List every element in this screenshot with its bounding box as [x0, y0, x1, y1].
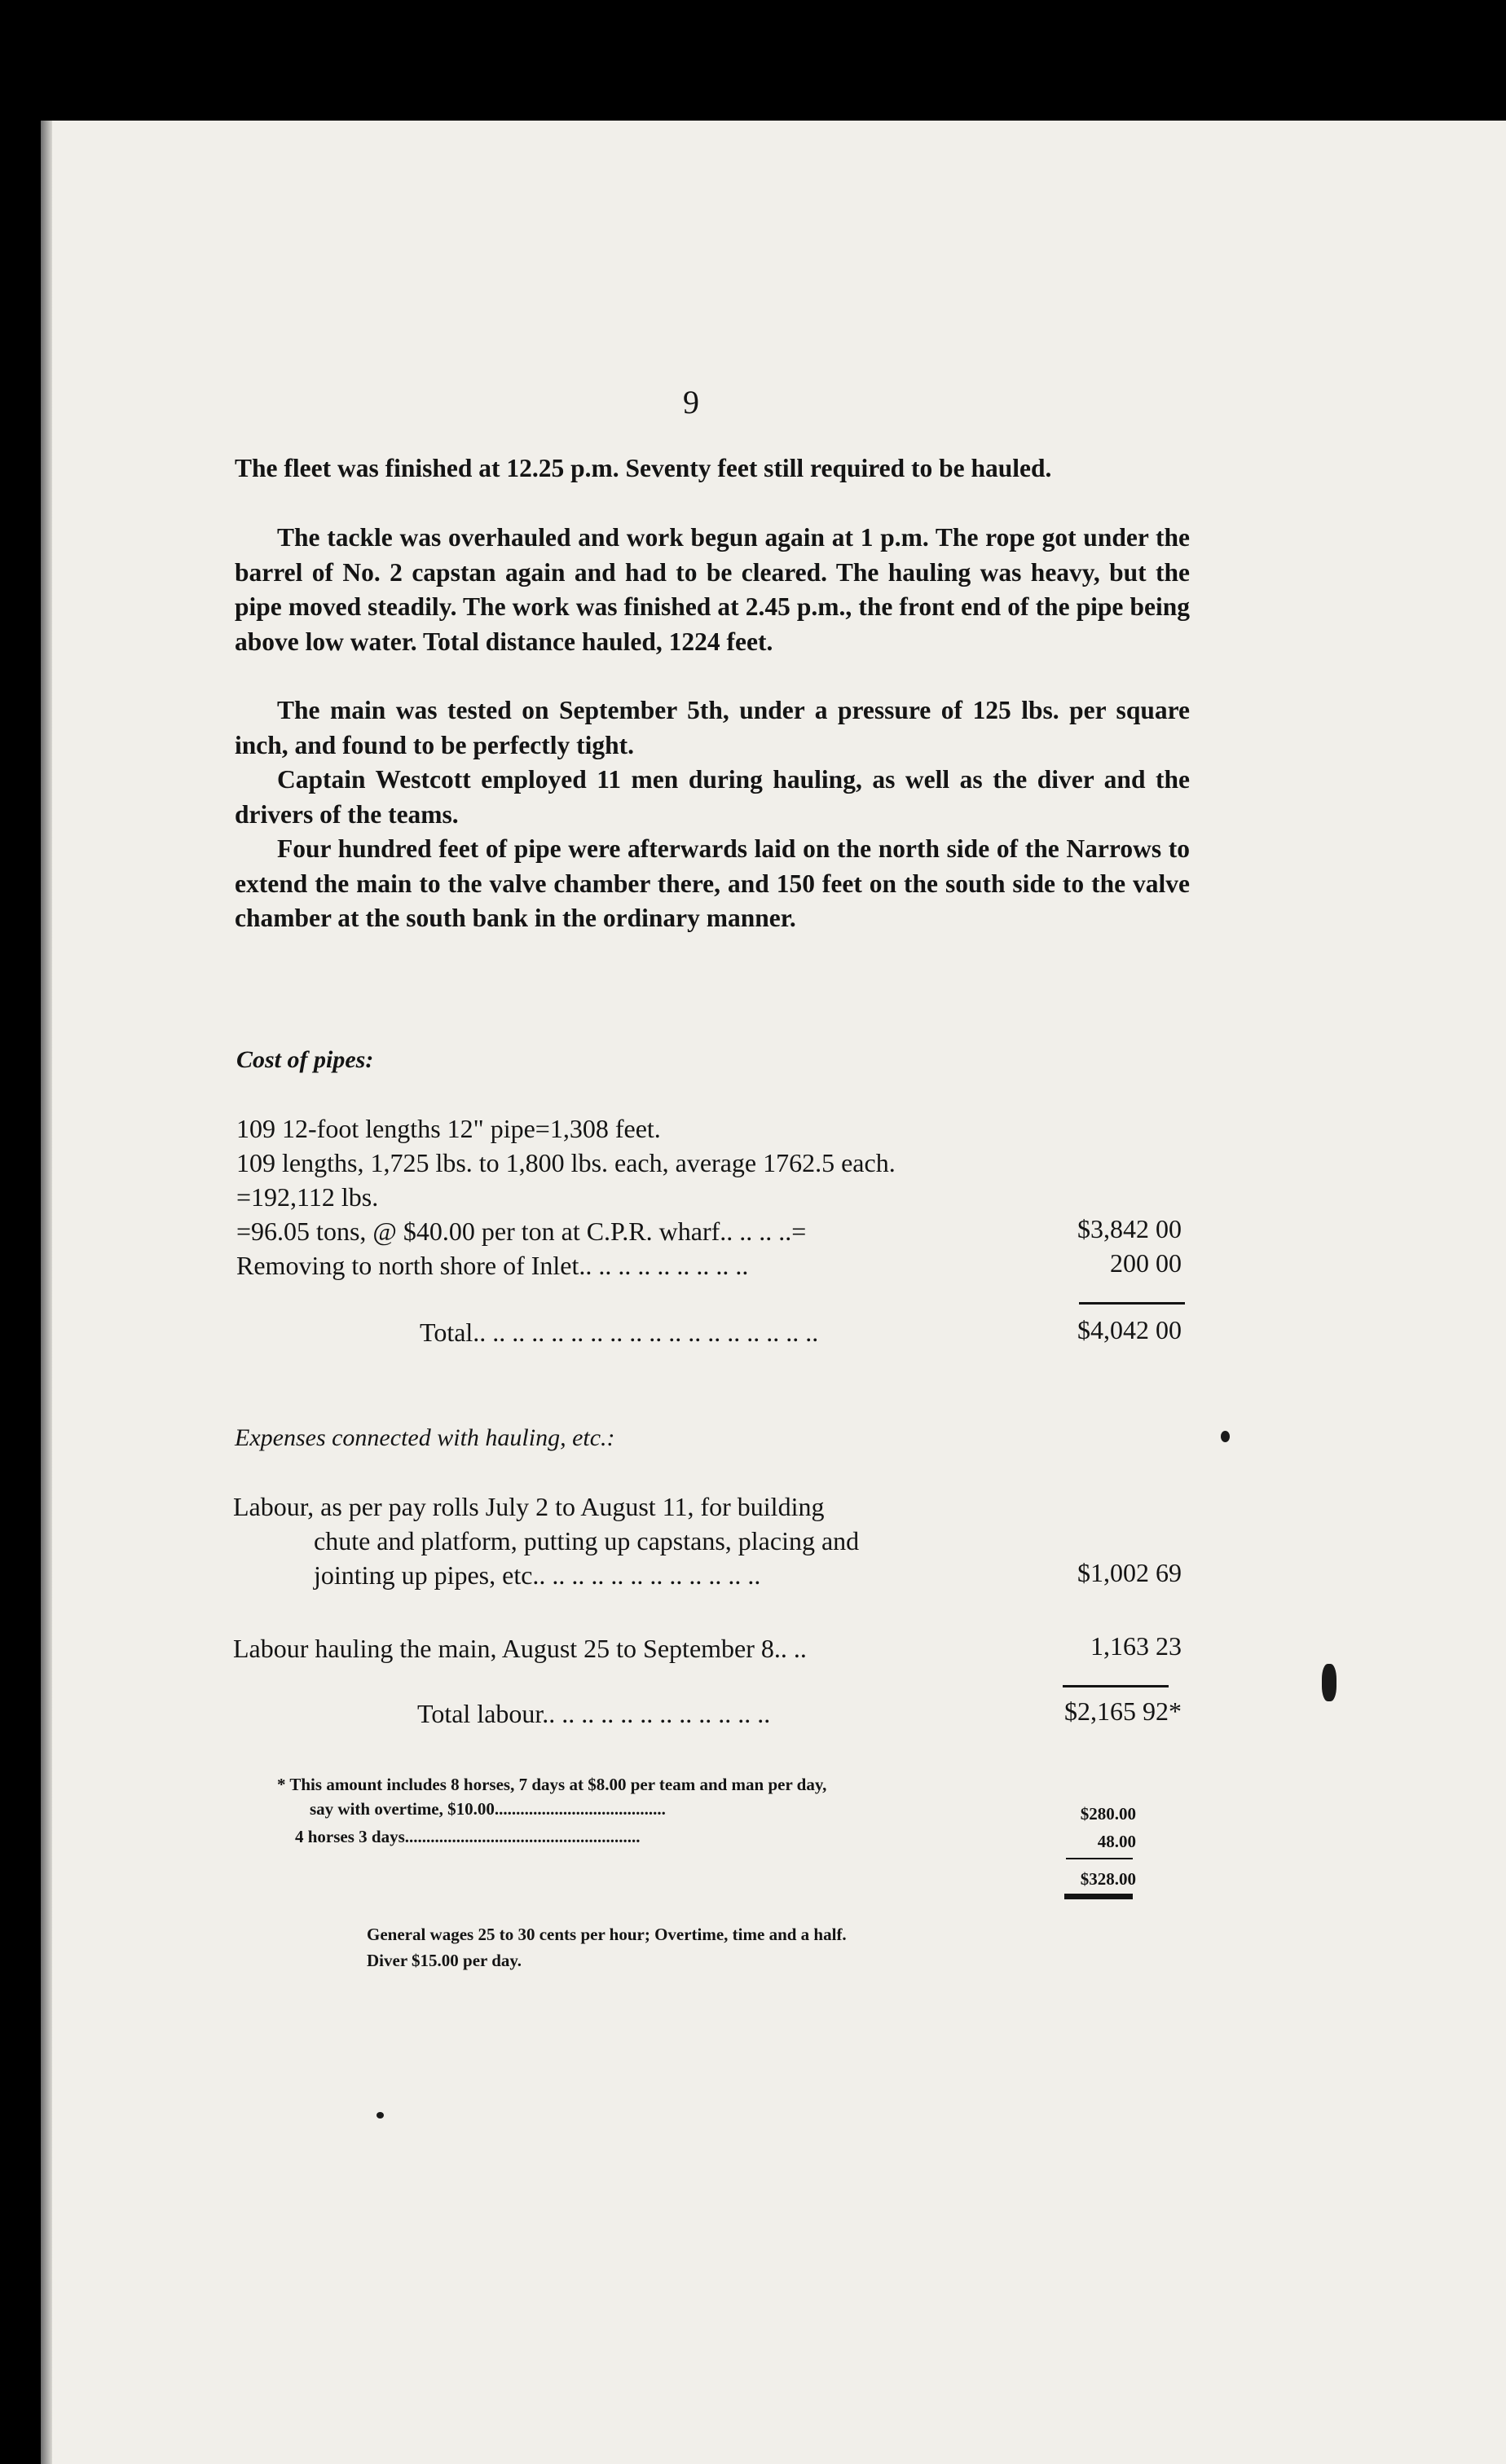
document-page	[41, 121, 1506, 2464]
page-number: 9	[683, 384, 699, 420]
page-binding-edge	[41, 121, 52, 2464]
scan-blot	[1322, 1664, 1336, 1701]
scan-speck	[1221, 1431, 1230, 1442]
expense-labour-amount: $1,002 69	[1077, 1558, 1182, 1587]
expenses-heading: Expenses connected with hauling, etc.:	[235, 1424, 615, 1451]
expenses-total-label: Total labour.. .. .. .. .. .. .. .. .. .. .. ..	[417, 1699, 771, 1728]
expense-hauling-amount: 1,163 23	[1090, 1631, 1182, 1661]
scan-speck-lower	[376, 2112, 384, 2119]
pipe-total-weight-line: =192,112 lbs.	[236, 1182, 379, 1212]
footnote-line-1: * This amount includes 8 horses, 7 days at $8.00 per team and man per day,	[277, 1775, 827, 1794]
cost-total-amount: $4,042 00	[1077, 1315, 1182, 1344]
footnote-line-3: 4 horses 3 days.......................................................	[295, 1827, 641, 1846]
footnote-double-rule	[1064, 1894, 1133, 1899]
cost-total-rule	[1079, 1302, 1185, 1305]
cost-item-tons-amount: $3,842 00	[1077, 1214, 1182, 1243]
footnote-sum-rule	[1066, 1858, 1133, 1859]
cost-item-removing-label: Removing to north shore of Inlet.. .. .. .. .. .. .. .. ..	[236, 1251, 749, 1280]
paragraph-fleet-finished: The fleet was finished at 12.25 p.m. Seventy feet still required to be hauled.	[235, 454, 1052, 482]
cost-total-label: Total.. .. .. .. .. .. .. .. .. .. .. .. .. .. .. .. .. ..	[420, 1318, 819, 1347]
expense-labour-line-3: jointing up pipes, etc.. .. .. .. .. .. .. .. .. .. .. ..	[314, 1560, 761, 1590]
expense-labour-line-2: chute and platform, putting up capstans, placing and	[314, 1526, 860, 1555]
expenses-total-rule	[1063, 1685, 1169, 1687]
pipe-weights-line: 109 lengths, 1,725 lbs. to 1,800 lbs. each, average 1762.5 each.	[236, 1148, 896, 1177]
pipe-lengths-line: 109 12-foot lengths 12" pipe=1,308 feet.	[236, 1114, 661, 1143]
footnote-total: $328.00	[1080, 1869, 1136, 1889]
expenses-total-amount: $2,165 92*	[1064, 1696, 1182, 1726]
footnote-line-2: say with overtime, $10.00........................................	[310, 1799, 666, 1819]
footnote-diver-note: Diver $15.00 per day.	[367, 1951, 522, 1970]
footnote-wages-note: General wages 25 to 30 cents per hour; Overtime, time and a half.	[367, 1925, 847, 1944]
expense-labour-line-1: Labour, as per pay rolls July 2 to August 11, for building	[233, 1492, 825, 1521]
paragraph-tackle-overhauled: The tackle was overhauled and work begun again at 1 p.m. The rope got under the barrel of No. 2 capstan again and had to be cleared. The hauling was heavy, but the pipe moved steadily. The work was finished at 2.45 p.m., the front end of the pipe being above low water. Total distance hauled, 1224 feet.	[235, 523, 1190, 656]
paragraph-main-tested: The main was tested on September 5th, under a pressure of 125 lbs. per square inch, and found to be perfectly tight.	[235, 696, 1190, 759]
footnote-amount-2: 48.00	[1097, 1832, 1136, 1851]
paragraph-captain-westcott: Captain Westcott employed 11 men during hauling, as well as the diver and the drivers of the teams.	[235, 765, 1190, 829]
cost-item-removing-amount: 200 00	[1110, 1248, 1182, 1278]
cost-item-tons-label: =96.05 tons, @ $40.00 per ton at C.P.R. wharf.. .. .. ..=	[236, 1217, 807, 1246]
footnote-amount-1: $280.00	[1080, 1804, 1136, 1824]
cost-of-pipes-heading: Cost of pipes:	[236, 1046, 374, 1073]
paragraph-four-hundred-feet: Four hundred feet of pipe were afterwards laid on the north side of the Narrows to extend the main to the valve chamber there, and 150 feet on the south side to the valve chamber at the south bank in the ordinary manner.	[235, 834, 1190, 932]
expense-hauling-label: Labour hauling the main, August 25 to September 8.. ..	[233, 1634, 807, 1663]
